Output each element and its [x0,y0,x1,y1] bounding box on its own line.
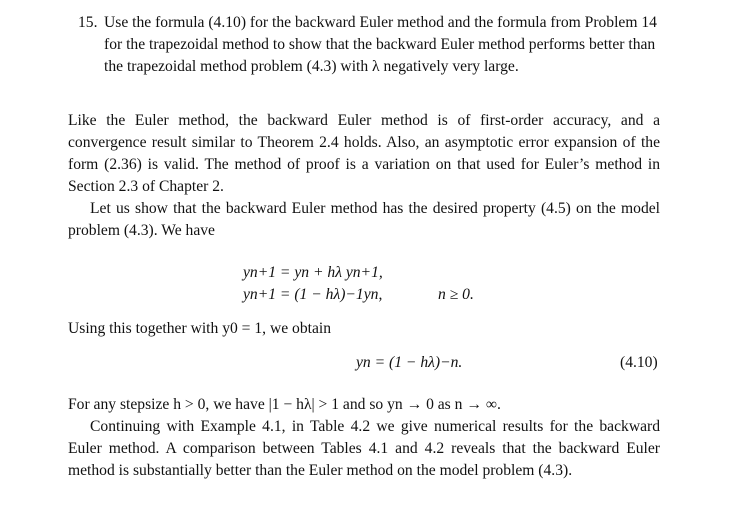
paragraph-example: Continuing with Example 4.1, in Table 4.2 we give numerical results for the backward Euler method. A comparison between Tables 4.1 and 4.2 reveals that the backward Euler method is substantially better than the Euler method on the model problem (4.3). [68,418,660,479]
problem-number: 15. [78,14,98,31]
equation-4-10: yn = (1 − hλ)−n. [356,354,463,371]
equation-recursion: yn+1 = (1 − hλ)−1yn, [243,286,383,303]
paragraph-model-problem: Let us show that the backward Euler method has the desired property (4.5) on the model problem (4.3). We have [68,200,660,239]
problem-15 [78,12,658,78]
paragraph-stepsize: For any stepsize h > 0, we have |1 − hλ| > 1 and so yn → 0 as n → ∞. [68,396,501,413]
paragraph-accuracy: Like the Euler method, the backward Euler method is of first-order accuracy, and a convergence result similar to Theorem 2.4 holds. Also, an asymptotic error expansion of the form (2.36) is valid. The method of proof is a variation on that used for Euler’s method in Section 2.3 of Chapter 2. [68,112,660,195]
equation-backward-euler: yn+1 = yn + hλ yn+1, [243,264,383,281]
equation-condition: n ≥ 0. [438,286,474,303]
equation-number: (4.10) [620,354,658,371]
problem-text: Use the formula (4.10) for the backward Euler method and the formula from Problem 14 for the trapezoidal method to show that the backward Euler method performs better than the trapezoidal method problem (4.3) with λ negatively very large. [104,14,657,75]
paragraph-using: Using this together with y0 = 1, we obtain [68,320,332,337]
